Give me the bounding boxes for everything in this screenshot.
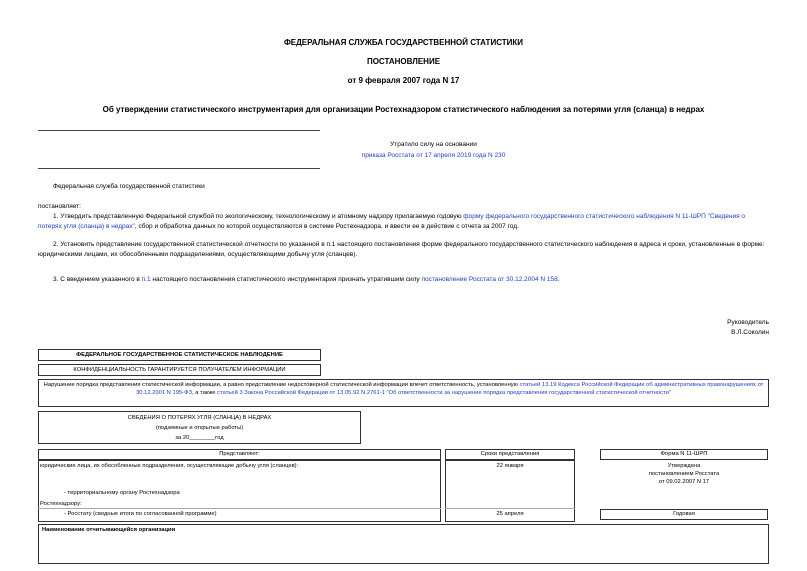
periodicity-box: Годовая (600, 509, 768, 520)
paragraph-1: 1. Утвердить представленную Федеральной службой по экологическому, технологическому и атомному надзору прилагаемую годовую форму федерального государственного статистического наблюдения N 11-ШРП "Сведения о потерях угля (сланца) в недрах", сбор и обработка данных по которой осуществляются в системе Ростехнадзора, и ввести ее в действие с отчета за 2007 год. (38, 213, 746, 230)
divider (38, 130, 320, 131)
divider (38, 508, 441, 509)
signature-role: Руководитель (727, 319, 769, 326)
report-title-box (38, 411, 361, 444)
repealed-decree-link[interactable]: постановление Росстата от 30.12.2004 N 158 (421, 276, 558, 283)
status-text: Утратило силу на основании (390, 141, 477, 148)
col-header-deadline: Сроки представления (445, 449, 575, 460)
row4-deadline: 25 апреля (496, 511, 524, 517)
signature-name: В.Л.Соколин (731, 329, 769, 336)
status-line (0, 151, 807, 161)
col-header-form: Форма N 11-ШРП (600, 449, 768, 460)
law-link[interactable]: статьей 3 Закона Российской Федерации от 13.05.92 N 2761-1 "Об ответственности за нарушение порядка представления государственной статистической отчетности" (217, 390, 671, 396)
approval-note: Утверждена постановлением Росстата от 09.02.2007 N 17 (648, 463, 720, 485)
koap-link[interactable]: статьей 13.19 Кодекса Российской Федерации об административных правонарушениях от 30.12.2001 N 195-ФЗ (136, 382, 764, 396)
agency-title: ФЕДЕРАЛЬНАЯ СЛУЖБА ГОСУДАРСТВЕННОЙ СТАТИСТИКИ (283, 38, 524, 47)
report-period: за 20________год (175, 435, 224, 441)
table-row: Ростехнадзору: (40, 501, 82, 507)
report-subtitle: (подземные и открытые работы) (155, 425, 244, 431)
paragraph-3: 3. С введением указанного в п.1 настоящего постановления статистического инструментария признать утратившим силу постановление Росстата от 30.12.2004 N 158. (53, 276, 560, 283)
form-link[interactable]: форму федерального государственного статистического наблюдения N 11-ШРП "Сведения о потерях угля (сланца) в недрах" (38, 213, 746, 230)
doc-type: ПОСТАНОВЛЕНИЕ (366, 57, 441, 66)
table-row: - территориальному органу Ростехнадзора (64, 490, 180, 496)
issuer: Федеральная служба государственной статистики (53, 183, 205, 190)
divider (445, 508, 575, 509)
row1-deadline: 22 января (496, 463, 524, 469)
status-link[interactable]: приказа Росстата от 17 апреля 2019 года N 230 (361, 152, 506, 159)
doc-date-number: от 9 февраля 2007 года N 17 (347, 76, 460, 85)
org-name-field: Наименование отчитывающейся организации (38, 524, 769, 564)
page-title: Об утверждении статистического инструментария для организации Ростехнадзором статистического наблюдения за потерями угля (сланца) в недрах (102, 105, 705, 114)
table-row: юридические лица, их обособленные подразделения, осуществляющие добычу угля (сланцев): (40, 463, 299, 469)
decree-word: постановляет: (38, 203, 81, 210)
table-row: - Росстату (сводные итоги по согласованной программе) (64, 511, 217, 517)
observation-label: ФЕДЕРАЛЬНОЕ ГОСУДАРСТВЕННОЕ СТАТИСТИЧЕСКОЕ НАБЛЮДЕНИЕ (38, 349, 321, 361)
report-title: СВЕДЕНИЯ О ПОТЕРЯХ УГЛЯ (СЛАНЦА) В НЕДРАХ (127, 415, 272, 421)
paragraph-2: 2. Установить представление государственной статистической отчетности по указанной в п.1 настоящего постановления форме федерального государственного статистического наблюдения в адреса и сроки, установленные в форме: юридическими лицами, их обособленными подразделениями, осуществляющими добычу угля (сланцев). (38, 241, 765, 258)
confidential-label: КОНФИДЕНЦИАЛЬНОСТЬ ГАРАНТИРУЕТСЯ ПОЛУЧАТЕЛЕМ ИНФОРМАЦИИ (38, 364, 321, 376)
col-header-who: Представляют: (38, 449, 441, 460)
warning-box: Нарушение порядка представления статистической информации, а равно представление недостоверной статистической информации влечет ответственность, установленную статьей 13.19 Кодекса Российской Федерации об административных правонарушениях от 30.12.2001 N 195-ФЗ, а также статьей 3 Закона Российской Федерации от 13.05.92 N 2761-1 "Об ответственности за нарушение порядка представления государственной статистической отчетности" (38, 379, 769, 407)
clause-link[interactable]: п.1 (141, 276, 151, 283)
divider (38, 168, 320, 169)
